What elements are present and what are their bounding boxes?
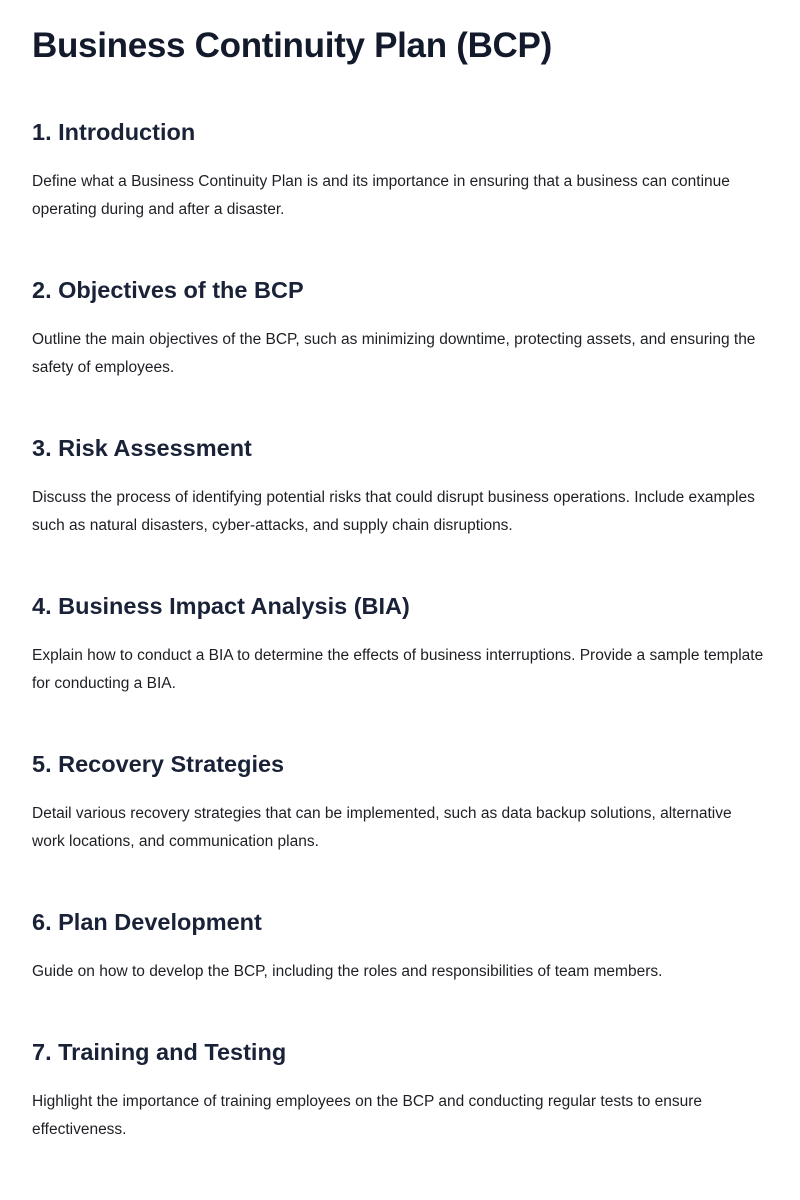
section-heading: 6. Plan Development <box>32 909 262 935</box>
section-recovery-strategies <box>32 748 768 856</box>
section-heading: 4. Business Impact Analysis (BIA) <box>32 593 410 619</box>
section-risk-assessment <box>32 432 768 540</box>
section-objectives <box>32 274 768 382</box>
section-heading: 1. Introduction <box>32 119 196 145</box>
section-body: Discuss the process of identifying potential risks that could disrupt business operations. Include examples such as natural disasters, cyber-attacks, and supply chain disruptions. <box>32 489 755 534</box>
section-business-impact-analysis <box>32 590 768 698</box>
section-heading: 2. Objectives of the BCP <box>32 277 304 303</box>
section-plan-development <box>32 906 768 986</box>
section-body: Detail various recovery strategies that can be implemented, such as data backup solutions, alternative work locations, and communication plans. <box>32 805 732 850</box>
section-body: Highlight the importance of training employees on the BCP and conducting regular tests to ensure effectiveness. <box>32 1093 703 1138</box>
section-body: Guide on how to develop the BCP, including the roles and responsibilities of team members. <box>32 963 663 980</box>
section-heading: 5. Recovery Strategies <box>32 751 285 777</box>
page-title: Business Continuity Plan (BCP) <box>32 26 552 65</box>
section-body: Define what a Business Continuity Plan is and its importance in ensuring that a business can continue operating during and after a disaster. <box>32 173 730 218</box>
section-heading: 7. Training and Testing <box>32 1039 287 1065</box>
section-heading: 3. Risk Assessment <box>32 435 252 461</box>
section-body: Explain how to conduct a BIA to determine the effects of business interruptions. Provide a sample template for conducting a BIA. <box>32 647 764 692</box>
section-body: Outline the main objectives of the BCP, such as minimizing downtime, protecting assets, and ensuring the safety of employees. <box>32 331 756 376</box>
sections-container <box>32 116 768 1144</box>
section-training-testing <box>32 1036 768 1144</box>
section-introduction <box>32 116 768 224</box>
